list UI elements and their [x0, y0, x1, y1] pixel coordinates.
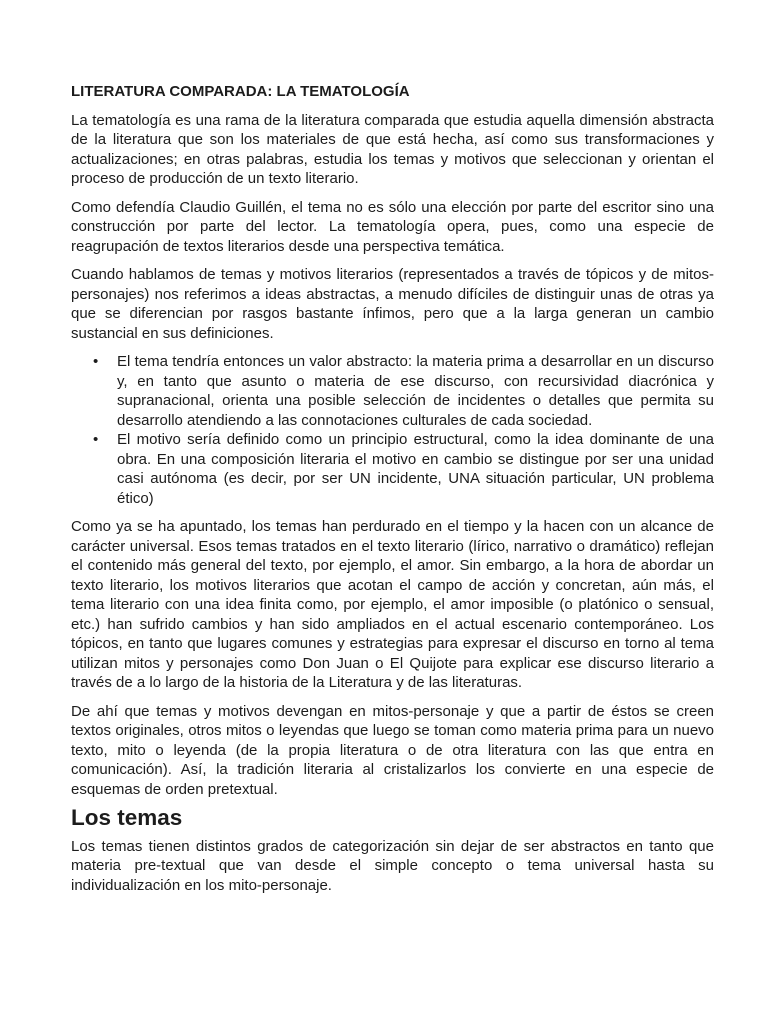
list-item-text: El motivo sería definido como un principio estructural, como la idea dominante de una obra. En una composición literaria el motivo en cambio se distingue por ser una unidad casi autónoma (es decir, por ser UN incidente, UNA situación particular, UN problema ético)	[117, 431, 714, 507]
section-heading: Los temas	[71, 805, 183, 830]
list-item-motivo	[71, 430, 714, 508]
list-item-text: El tema tendría entonces un valor abstracto: la materia prima a desarrollar en un discurso y, en tanto que asunto o materia de ese discurso, con recursividad diacrónica y supranacional, orienta una posible selección de incidentes o detalles que permita su desarrollo atendiendo a las connotaciones culturales de cada sociedad.	[117, 353, 714, 429]
section-paragraph: Los temas tienen distintos grados de categorización sin dejar de ser abstractos en tanto que materia pre-textual que van desde el simple concepto o tema universal hasta su individualización en los mito-personaje.	[71, 837, 714, 894]
list-item-tema	[71, 352, 714, 430]
intro-paragraph-2: Como defendía Claudio Guillén, el tema no es sólo una elección por parte del escritor sino una construcción por parte del lector. La tematología opera, pues, como una especie de reagrupación de textos literarios desde una perspectiva temática.	[71, 198, 714, 255]
bullet-icon: •	[93, 431, 99, 448]
bullet-icon: •	[93, 353, 99, 370]
document-page	[71, 82, 714, 904]
intro-paragraph-1: La tematología es una rama de la literatura comparada que estudia aquella dimensión abstracta de la literatura que son los materiales de que está hecha, así como sus transformaciones y actualizaciones; en otras palabras, estudia los temas y motivos que seleccionan y orientan el proceso de producción de un texto literario.	[71, 111, 714, 187]
intro-paragraph-3: Cuando hablamos de temas y motivos literarios (representados a través de tópicos y de mitos-personajes) nos referimos a ideas abstractas, a menudo difíciles de distinguir unas de otras ya que se diferencian por rasgos bastante ínfimos, pero que a la larga generan un cambio sustancial en sus definiciones.	[71, 266, 714, 342]
body-paragraph-1: Como ya se ha apuntado, los temas han perdurado en el tiempo y la hacen con un alcance de carácter universal. Esos temas tratados en el texto literario (lírico, narrativo o dramático) reflejan el contenido más general del texto, por ejemplo, el amor. Sin embargo, a la hora de abordar un texto literario, los motivos literarios que acotan el campo de acción y concretan, aún más, el tema literario con una idea finita como, por ejemplo, el amor imposible (o platónico o sensual, etc.) han sufrido cambios y han sido ampliados en el actual escenario contemporáneo. Los tópicos, en tanto que lugares comunes y estrategias para expresar el discurso en torno al tema utilizan mitos y personajes como Don Juan o El Quijote para explicar ese discurso literario a través de a lo largo de la historia de la Literatura y de las literaturas.	[71, 518, 714, 691]
document-title: LITERATURA COMPARADA: LA TEMATOLOGÍA	[71, 83, 410, 100]
body-paragraph-2: De ahí que temas y motivos devengan en mitos-personaje y que a partir de éstos se creen textos originales, otros mitos o leyendas que luego se toman como materia prima para un nuevo texto, mito o leyenda (de la propia literatura o de otra literatura con las que entra en comunicación). Así, la tradición literaria al cristalizarlos los convierte en una especie de esquemas de orden pretextual.	[71, 702, 714, 798]
definitions-list	[71, 352, 714, 508]
